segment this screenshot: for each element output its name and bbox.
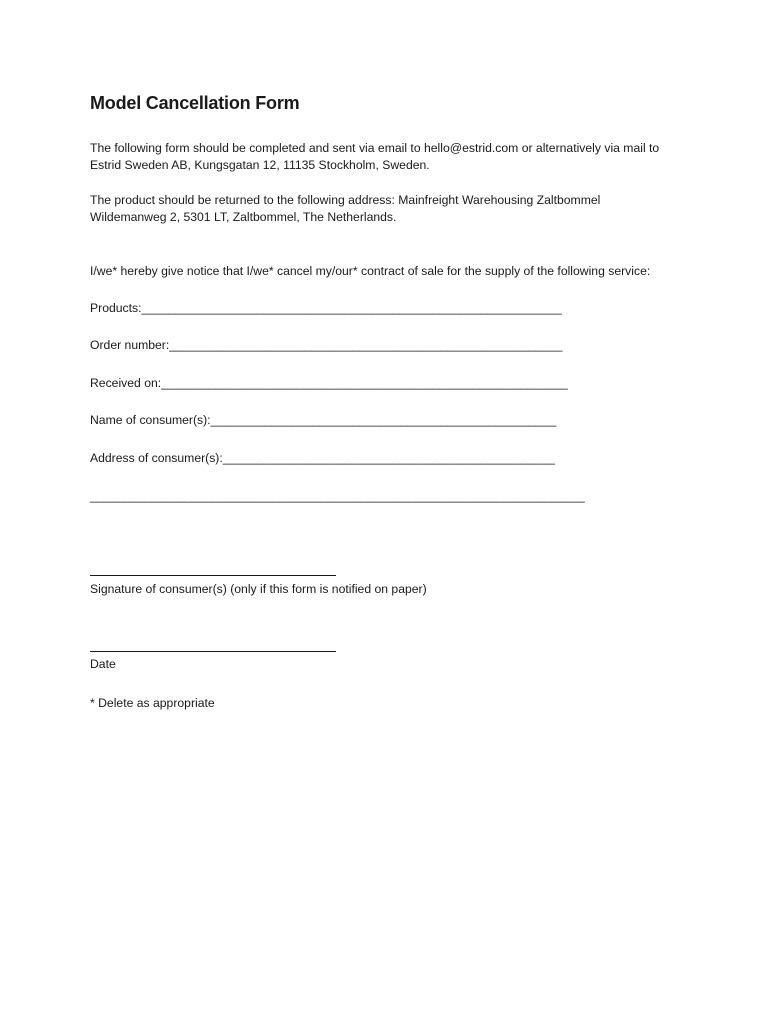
intro-line-1: The following form should be completed and sent via email to hello@estrid.com or alternatively via mail to	[90, 141, 660, 155]
return-address-paragraph	[90, 192, 600, 226]
date-line	[90, 651, 336, 652]
notice-statement: I/we* hereby give notice that I/we* cancel my/our* contract of sale for the supply of the following service:	[90, 264, 651, 278]
page-title: Model Cancellation Form	[90, 93, 300, 113]
signature-caption: Signature of consumer(s) (only if this form is notified on paper)	[90, 582, 427, 596]
signature-line	[90, 575, 336, 576]
consumer-name-field: Name of consumer(s):___________________________________________________	[90, 413, 557, 427]
footnote: * Delete as appropriate	[90, 696, 215, 710]
return-line-2: Wildemanweg 2, 5301 LT, Zaltbommel, The Netherlands.	[90, 210, 397, 224]
intro-line-2: Estrid Sweden AB, Kungsgatan 12, 11135 Stockholm, Sweden.	[90, 158, 430, 172]
return-line-1: The product should be returned to the following address: Mainfreight Warehousing Zaltbommel	[90, 193, 601, 207]
consumer-address-field: Address of consumer(s):_________________________________________________	[90, 451, 555, 465]
order-number-field: Order number:__________________________________________________________	[90, 338, 563, 352]
products-field: Products:______________________________________________________________	[90, 301, 562, 315]
intro-paragraph	[90, 140, 659, 174]
date-caption: Date	[90, 657, 116, 671]
consumer-address-extra-line: _________________________________________________________________________	[90, 489, 585, 503]
received-on-field: Received on:____________________________________________________________	[90, 376, 568, 390]
